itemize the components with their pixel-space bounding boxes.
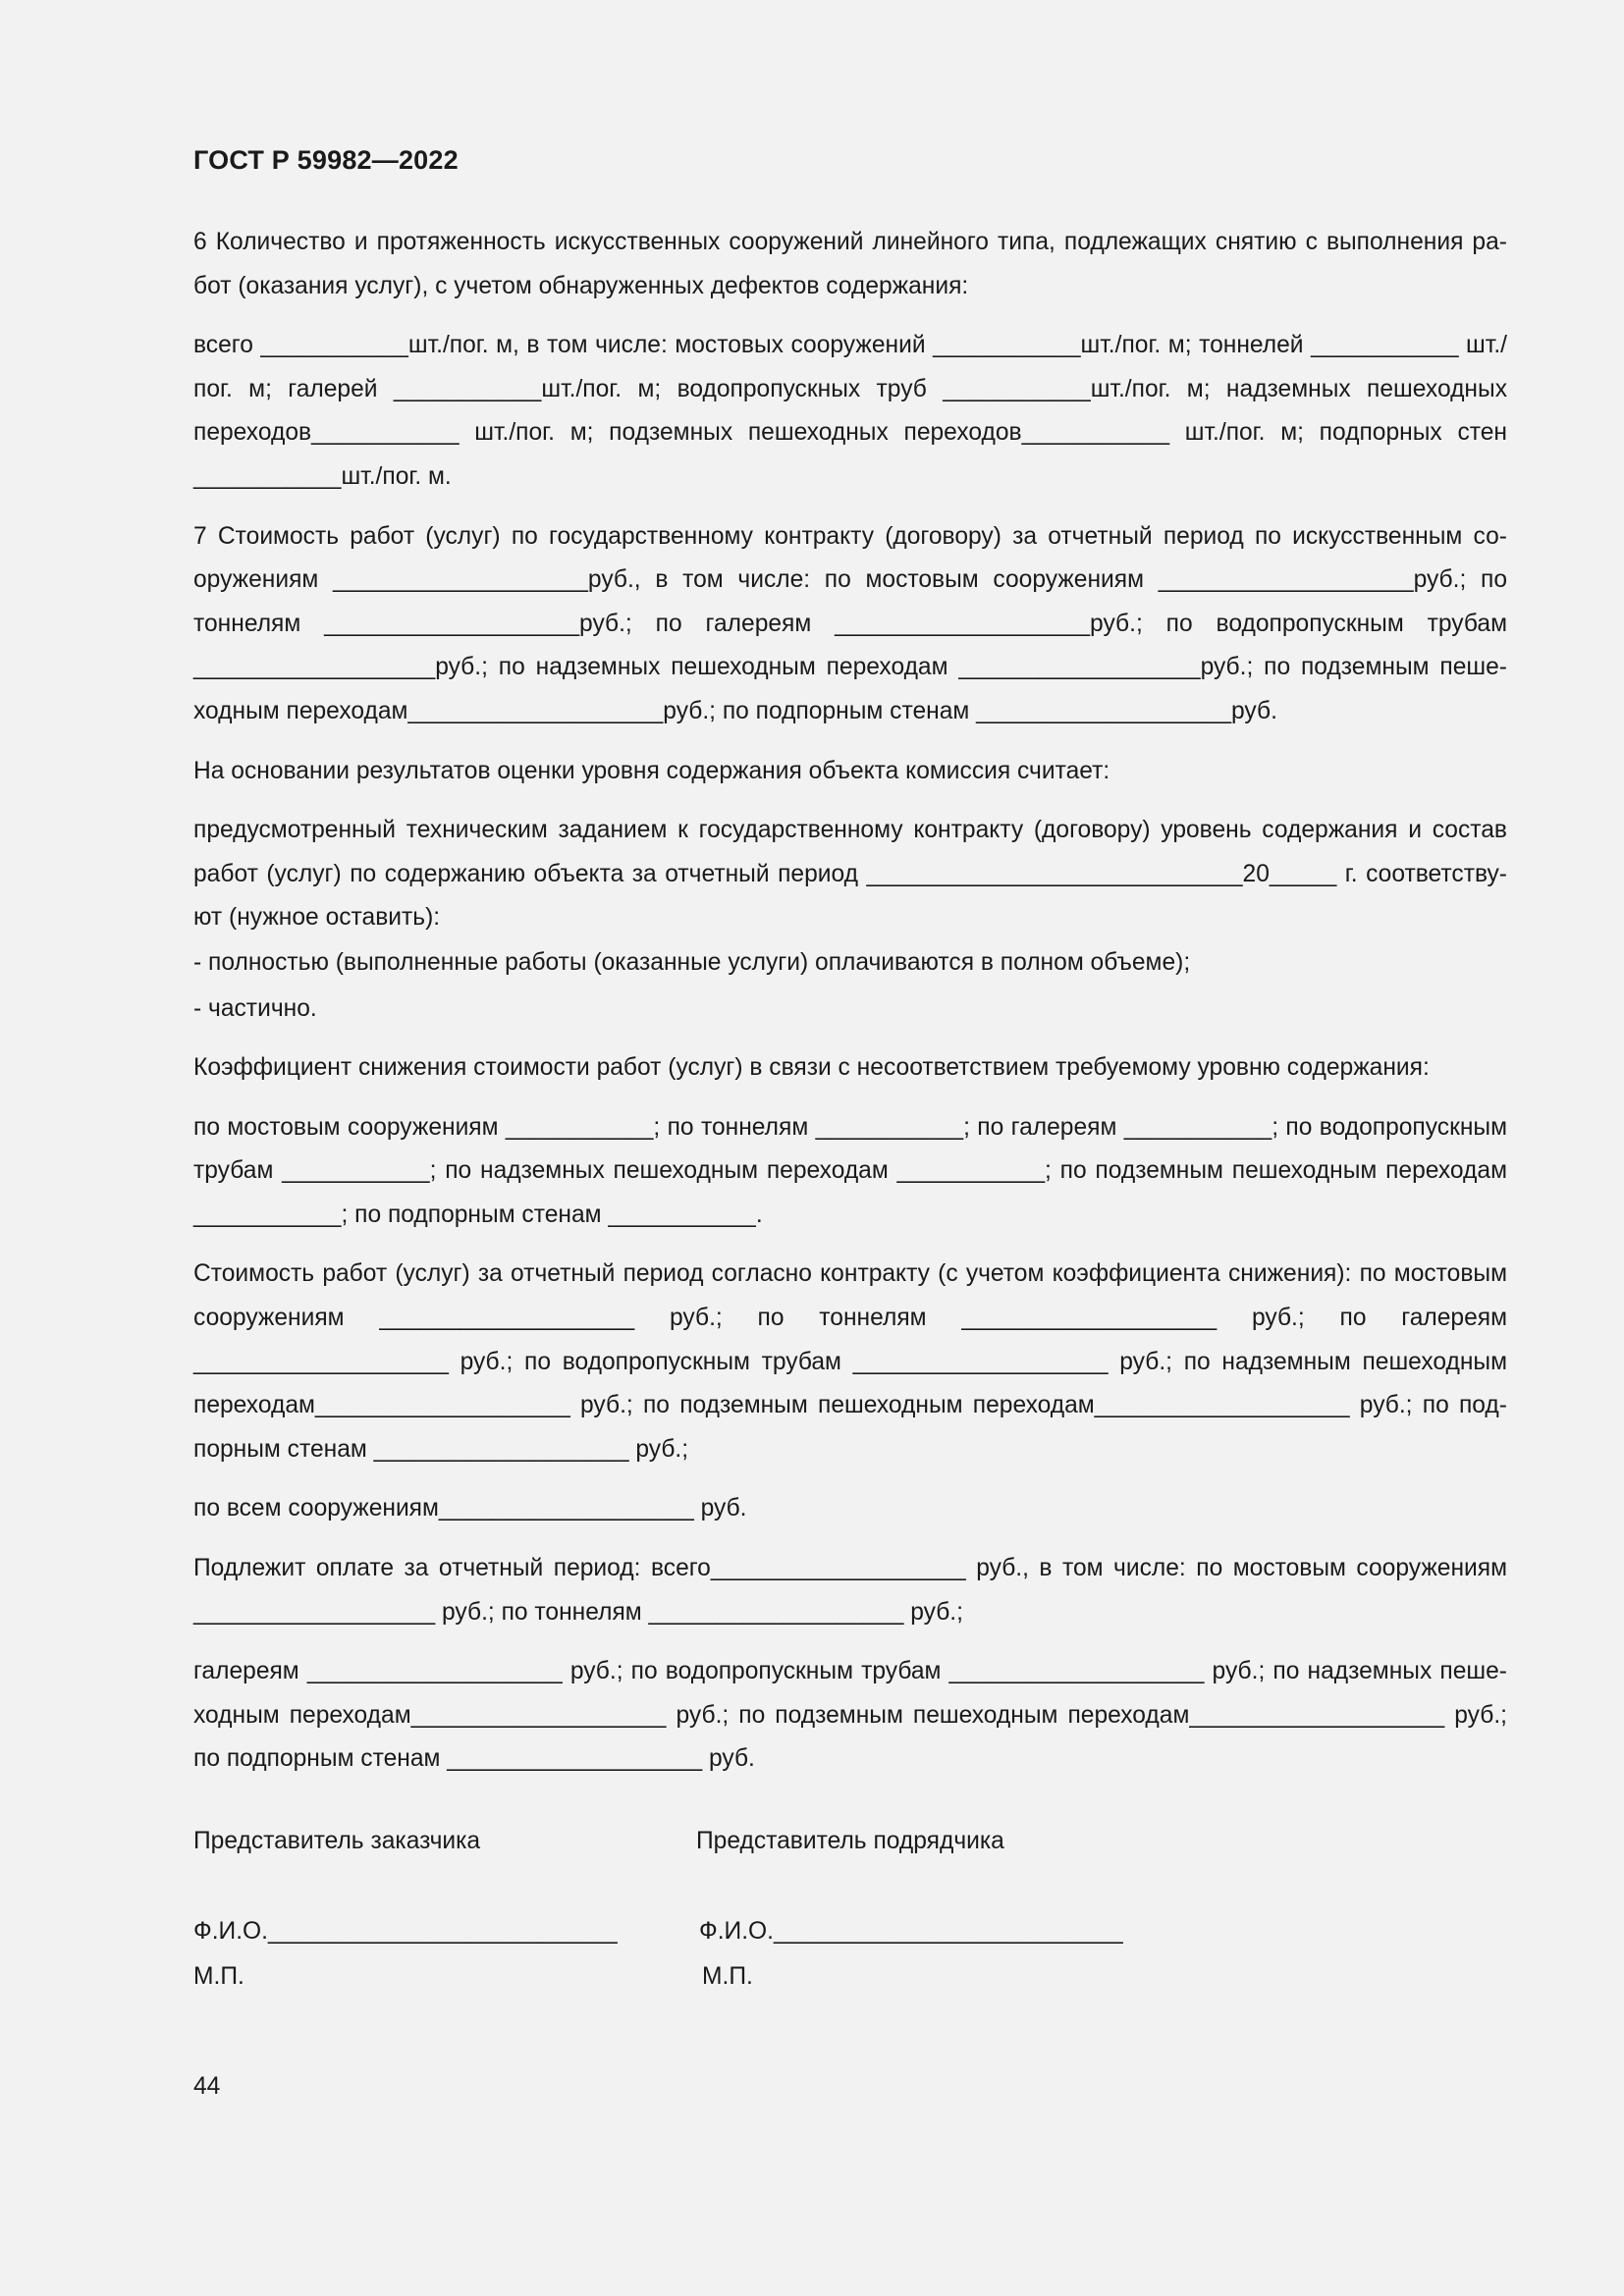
commission-statement: предусмотренный техническим заданием к государственному контракту (договору) уровень содержания и состав работ (услуг) по содержанию объекта за отчетный период ____________________________20_____ г. соответствуют (нужное оставить): xyxy=(193,817,1507,932)
commission-intro: На основании результатов оценки уровня содержания объекта комиссия считает: xyxy=(193,757,1110,784)
contractor-fio-field: Ф.И.О.__________________________ xyxy=(699,1918,1123,1945)
cost-with-coefficient: Стоимость работ (услуг) за отчетный период согласно контракту (с учетом коэффициента снижения): по мостовым сооружениям ___________________ руб.; по тоннелям ___________________ руб.; по галереям ___________________ руб.; по водопропускным трубам ___________________ руб.; по надземным пешеходным переходам___________________ руб.; по подземным пешеходным переходам___________________ руб.; по подпорным стенам ___________________ руб.; xyxy=(193,1260,1507,1463)
contractor-stamp-place: М.П. xyxy=(702,1963,753,1990)
document-code: ГОСТ Р 59982—2022 xyxy=(193,145,459,175)
all-structures-total: по всем сооружениям___________________ руб. xyxy=(193,1495,747,1522)
paragraph-6-counts: всего ___________шт./пог. м, в том числе: мостовых сооружений ___________шт./пог. м; тоннелей ___________ шт./пог. м; галерей ___________шт./пог. м; водопропускных труб ___________шт./пог. м; надземных пешеходных переходов___________ шт./пог. м; подземных пешеходных переходов___________ шт./пог. м; подпорных стен ___________шт./пог. м. xyxy=(193,332,1507,490)
option-full: - полностью (выполненные работы (оказанные услуги) оплачиваются в полном объеме); xyxy=(193,948,1191,976)
contractor-representative-label: Представитель подрядчика xyxy=(696,1828,1004,1854)
payable-part-1: Подлежит оплате за отчетный период: всего___________________ руб., в том числе: по мостовым сооружениям __________________ руб.; по тоннелям ___________________ руб.; xyxy=(193,1555,1507,1626)
customer-representative-label: Представитель заказчика xyxy=(193,1828,481,1854)
customer-fio-field: Ф.И.О.__________________________ xyxy=(193,1918,618,1945)
coefficient-intro: Коэффициент снижения стоимости работ (услуг) в связи с несоответствием требуемому уровню содержания: xyxy=(193,1054,1430,1082)
paragraph-7: 7 Стоимость работ (услуг) по государственному контракту (договору) за отчетный период по искусственным сооружениям ___________________руб., в том числе: по мостовым сооружениям ___________________руб.; по тоннелям ___________________руб.; по галереям ___________________руб.; по водопропускным трубам __________________руб.; по надземных пешеходным переходам __________________руб.; по подземным пешеходным переходам___________________руб.; по подпорным стенам ___________________руб. xyxy=(193,522,1507,724)
page-number: 44 xyxy=(193,2073,221,2100)
coefficient-values: по мостовым сооружениям ___________; по тоннелям ___________; по галереям ___________; по водопропускным трубам ___________; по надземных пешеходным переходам ___________; по подземным пешеходным переходам ___________; по подпорным стенам ___________. xyxy=(193,1113,1507,1228)
paragraph-6: 6 Количество и протяженность искусственных сооружений линейного типа, подлежащих снятию с выполнения работ (оказания услуг), с учетом обнаруженных дефектов содержания: xyxy=(193,229,1507,299)
option-partial: - частично. xyxy=(193,994,317,1022)
document-body xyxy=(193,221,1507,1797)
customer-stamp-place: М.П. xyxy=(193,1963,244,1990)
payable-part-2: галереям ___________________ руб.; по водопропускным трубам ___________________ руб.; по надземных пешеходным переходам___________________ руб.; по подземным пешеходным переходам___________________ руб.; по подпорным стенам ___________________ руб. xyxy=(193,1658,1507,1773)
